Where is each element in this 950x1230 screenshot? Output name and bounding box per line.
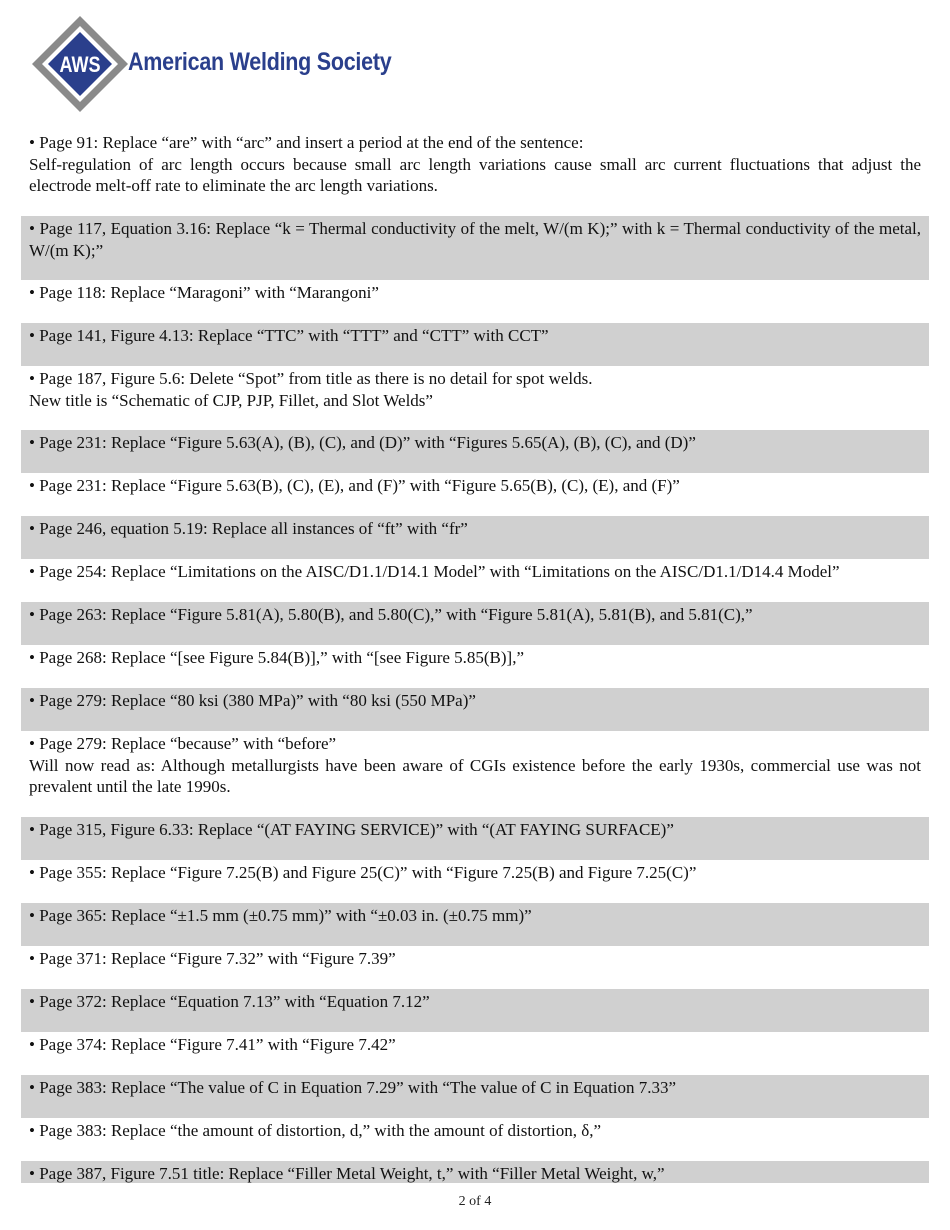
- errata-entry-title: • Page 117, Equation 3.16: Replace “k = Thermal conductivity of the melt, W/(m K);” with k = Thermal conductivity of the metal, W/(m K);”: [29, 219, 921, 260]
- errata-entry: [21, 323, 929, 366]
- errata-entry-detail: Self-regulation of arc length occurs because small arc length variations cause small arc current fluctuations that adjust the electrode melt-off rate to eliminate the arc length variations.: [29, 154, 921, 195]
- errata-entry: [21, 1075, 929, 1118]
- errata-entry-title: • Page 279: Replace “because” with “before”: [29, 734, 337, 753]
- errata-entry-title: • Page 263: Replace “Figure 5.81(A), 5.80(B), and 5.80(C),” with “Figure 5.81(A), 5.81(B), and 5.81(C),”: [29, 605, 753, 624]
- errata-entry: [21, 731, 929, 817]
- errata-entry: [21, 903, 929, 946]
- errata-entry-title: • Page 268: Replace “[see Figure 5.84(B)],” with “[see Figure 5.85(B)],”: [29, 648, 525, 667]
- errata-entry: [21, 1118, 929, 1161]
- errata-entry-title: • Page 141, Figure 4.13: Replace “TTC” with “TTT” and “CTT” with CCT”: [29, 326, 549, 345]
- errata-entry-title: • Page 365: Replace “±1.5 mm (±0.75 mm)” with “±0.03 in. (±0.75 mm)”: [29, 906, 532, 925]
- errata-entry-title: • Page 374: Replace “Figure 7.41” with “Figure 7.42”: [29, 1035, 396, 1054]
- header: [30, 14, 392, 114]
- errata-entry-title: • Page 371: Replace “Figure 7.32” with “Figure 7.39”: [29, 949, 396, 968]
- errata-entry-title: • Page 118: Replace “Maragoni” with “Marangoni”: [29, 283, 379, 302]
- errata-entry-title: • Page 355: Replace “Figure 7.25(B) and Figure 25(C)” with “Figure 7.25(B) and Figure 7.25(C)”: [29, 863, 697, 882]
- errata-entry-detail: Will now read as: Although metallurgists have been aware of CGIs existence before the early 1930s, commercial use was not prevalent until the late 1990s.: [29, 755, 921, 796]
- errata-entry: [21, 430, 929, 473]
- errata-entry: [21, 645, 929, 688]
- errata-entry: [21, 688, 929, 731]
- errata-entry: [21, 989, 929, 1032]
- errata-entry: [21, 280, 929, 323]
- errata-entry-title: • Page 231: Replace “Figure 5.63(A), (B), (C), and (D)” with “Figures 5.65(A), (B), (C), and (D)”: [29, 433, 696, 452]
- errata-entry: [21, 216, 929, 280]
- errata-entry: [21, 130, 929, 216]
- errata-entry: [21, 516, 929, 559]
- errata-entry-detail: New title is “Schematic of CJP, PJP, Fillet, and Slot Welds”: [29, 390, 433, 410]
- errata-entry: [21, 817, 929, 860]
- errata-entry: [21, 946, 929, 989]
- errata-entry: [21, 1032, 929, 1075]
- errata-entry: [21, 1161, 929, 1183]
- errata-entry-title: • Page 315, Figure 6.33: Replace “(AT FAYING SERVICE)” with “(AT FAYING SURFACE)”: [29, 820, 674, 839]
- errata-entry-title: • Page 279: Replace “80 ksi (380 MPa)” with “80 ksi (550 MPa)”: [29, 691, 476, 710]
- org-name: American Welding Society: [128, 48, 392, 76]
- errata-entry-title: • Page 187, Figure 5.6: Delete “Spot” from title as there is no detail for spot welds.: [29, 369, 593, 388]
- errata-entry-title: • Page 383: Replace “the amount of distortion, d,” with the amount of distortion, δ,”: [29, 1121, 602, 1140]
- errata-entry-title: • Page 254: Replace “Limitations on the AISC/D1.1/D14.1 Model” with “Limitations on the AISC/D1.1/D14.4 Model”: [29, 562, 840, 581]
- errata-entry: [21, 602, 929, 645]
- aws-logo-icon: [30, 14, 130, 114]
- errata-entry-title: • Page 91: Replace “are” with “arc” and insert a period at the end of the sentence:: [29, 133, 584, 152]
- errata-entry-title: • Page 231: Replace “Figure 5.63(B), (C), (E), and (F)” with “Figure 5.65(B), (C), (E), and (F)”: [29, 476, 680, 495]
- errata-entry: [21, 366, 929, 430]
- errata-entry: [21, 473, 929, 516]
- errata-entry-title: • Page 387, Figure 7.51 title: Replace “Filler Metal Weight, t,” with “Filler Metal Weight, w,”: [29, 1164, 665, 1183]
- errata-list: [21, 130, 929, 1183]
- page-number: 2 of 4: [458, 1194, 492, 1209]
- errata-entry-title: • Page 372: Replace “Equation 7.13” with “Equation 7.12”: [29, 992, 430, 1011]
- logo-mark-text: AWS: [59, 53, 101, 78]
- errata-entry-title: • Page 383: Replace “The value of C in Equation 7.29” with “The value of C in Equation 7.33”: [29, 1078, 677, 1097]
- errata-entry: [21, 559, 929, 602]
- errata-entry: [21, 860, 929, 903]
- errata-entry-title: • Page 246, equation 5.19: Replace all instances of “ft” with “fr”: [29, 519, 468, 538]
